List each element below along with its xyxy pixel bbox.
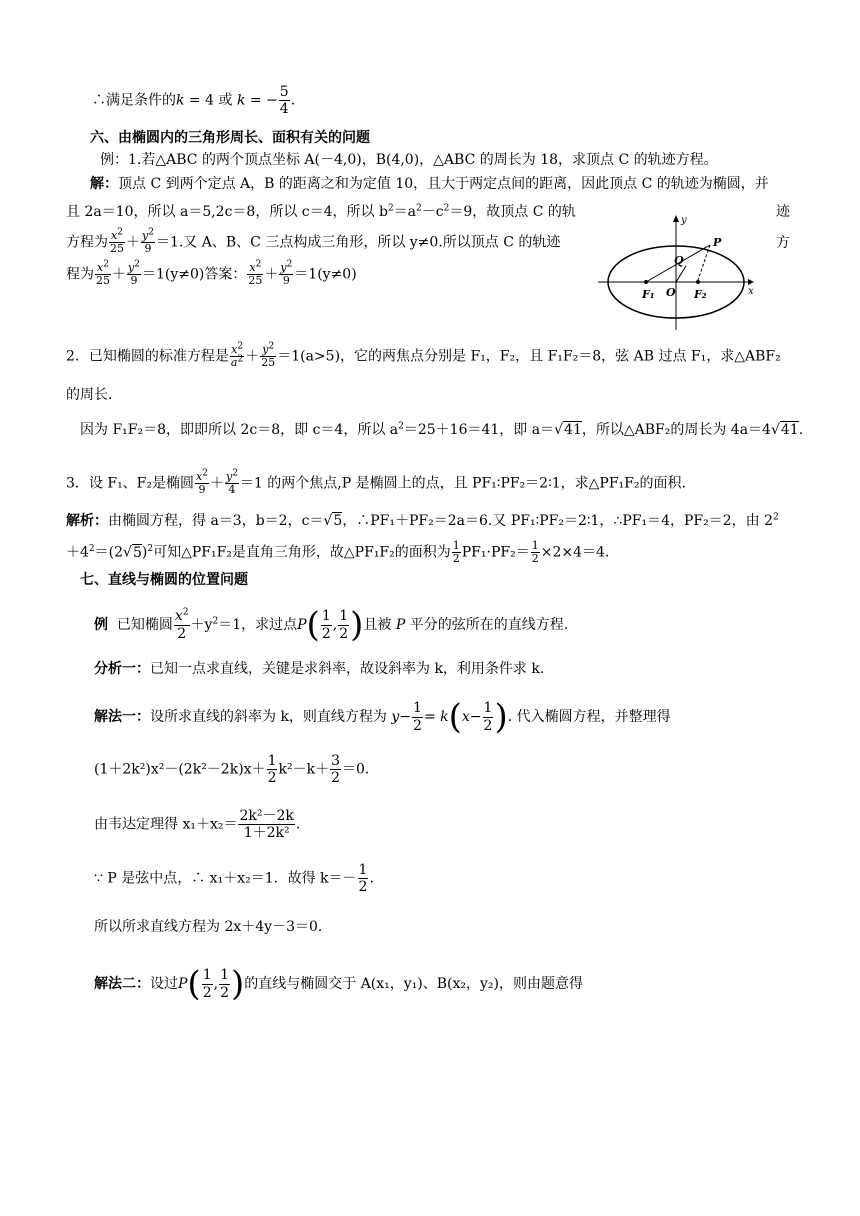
label-f2: F₂: [694, 288, 707, 301]
label-o: O: [666, 286, 676, 299]
section7-heading: 七、直线与椭圆的位置问题: [80, 572, 248, 588]
method1-line: 解法一：设所求直线的斜率为 k，则直线方程为 y− $\frac{1}{2}$ = k(x− $\frac{1}{2}$ ). 代入椭圆方程，并整理得: [94, 697, 671, 737]
final-line: 所以所求直线方程为 2x＋4y－3＝0.: [94, 919, 323, 935]
conclusion-line: ∴满足条件的k = 4 或 k = − $\frac{5}{4}$ .: [92, 84, 296, 118]
section6-heading: 六、由椭圆内的三角形周长、面积有关的问题: [90, 130, 370, 146]
ex1-solution-line1: 解：顶点 C 到两个定点 A，B 的距离之和为定值 10，且大于两定点间的距离，因此顶点 C 的轨迹为椭圆，并: [90, 176, 769, 192]
label-p: P: [713, 236, 722, 249]
ex2-line1: 2．已知椭圆的标准方程是 $\frac{x^2}{a^2}$ ＋ $\frac{y^2}{25}$ ＝1(a>5)，它的两焦点分别是 F₁，F₂，且 F₁F₂＝8，弦 AB 过点 F₁，求△ABF₂: [66, 341, 781, 370]
ex1-solution-line2: 且 2a＝10，所以 a＝5,2c＝8，所以 c＝4，所以 $b^2=a^2-c^2=9$，故顶点 C 的轨: [66, 203, 576, 220]
point-f2: [696, 280, 700, 284]
ex1-solution-line2-end: 迹: [776, 204, 790, 220]
ex1-question: 例：1.若△ABC 的两个顶点坐标 A(－4,0)，B(4,0)，△ABC 的周长为 18，求顶点 C 的轨迹方程。: [100, 152, 718, 168]
x-axis-arrow: [748, 279, 754, 285]
ex3-solution-line2: $+4^2=(2√5)^2$可知△PF₁F₂是直角三角形，故△PF₁F₂的面积为 $\frac{1}{2}$ PF₁·PF₂＝ $\frac{1}{2}$ ×2×4＝4.: [66, 539, 610, 566]
ex2-line2: 的周长.: [66, 387, 113, 403]
y-axis-arrow: [673, 215, 679, 222]
ex1-solution-line3: 方程为 $\frac{x^2}{25}$ ＋ $\frac{y^2}{9}$ ＝1.又 A、B、C 三点构成三角形，所以 y≠0.所以顶点 C 的轨迹: [66, 227, 561, 256]
label-y: y: [681, 215, 687, 226]
point-f1: [644, 280, 648, 284]
method2-line: 解法二：设过P( $\frac{1}{2}$ , $\frac{1}{2}$ )的直线与椭圆交于 A(x₁，y₁)、B(x₂，y₂)，则由题意得: [94, 964, 584, 1004]
method1-equation: (1＋2k²)x²－(2k²－2k)x＋ $\frac{1}{2}$ k²－k＋ $\frac{3}{2}$ ＝0.: [94, 753, 370, 787]
ex1-solution-line4: 程为 $\frac{x^2}{25}$ ＋ $\frac{y^2}{9}$ ＝1(y≠0)答案： $\frac{x^2}{25}$ ＋ $\frac{y^2}{9}$ ＝1(y≠0): [66, 259, 357, 288]
vieta-line: 由韦达定理得 x₁＋x₂＝ $\frac{\text{2k²－2k}}{\text{1＋2k²}}$ .: [94, 808, 301, 842]
ex2-solution: 因为 F₁F₂＝8，即即所以 2c＝8，即 c＝4，所以 $a^2=25+16=41$，即 a＝√41，所以△ABF₂的周长为 4a＝4√41.: [80, 421, 804, 438]
midpoint-line: ∵ P 是弦中点，∴ x₁＋x₂＝1．故得 k＝－ $\frac{1}{2}$ .: [94, 862, 374, 896]
analysis-line: 分析一：已知一点求直线，关键是求斜率，故设斜率为 k，利用条件求 k.: [94, 661, 545, 677]
vieta-numerator: 2k²－2k: [239, 808, 294, 824]
ex3-line1: 3．设 F₁、F₂是椭圆 $\frac{x^2}{9}$ ＋ $\frac{y^2}{4}$ ＝1 的两个焦点,P 是椭圆上的点，且 PF₁∶PF₂＝2∶1，求△PF₁F₂的面积.: [66, 468, 686, 497]
label-q: Q: [674, 254, 684, 267]
segment-p-f2: [698, 245, 710, 280]
vieta-denominator: 1＋2k²: [243, 825, 290, 842]
label-f1: F₁: [642, 288, 655, 301]
ex3-solution-line1: 解析：由椭圆方程，得 a＝3，b＝2，c＝√5，∴PF₁＋PF₂＝2a＝6.又 PF₁∶PF₂＝2∶1，∴PF₁＝4，PF₂＝2，由 $2^2$: [66, 512, 779, 529]
ex1-solution-line3-end: 方: [776, 235, 790, 251]
ex4-statement: 例 已知椭圆 $\frac{x^2}{2}$ $+y^2=1$，求过点P( $\frac{1}{2}$ , $\frac{1}{2}$ )且被 P 平分的弦所在的直线方程.: [94, 605, 569, 645]
label-x: x: [748, 286, 754, 297]
segment-o-q: [676, 266, 686, 282]
ellipse-figure: [598, 212, 763, 330]
